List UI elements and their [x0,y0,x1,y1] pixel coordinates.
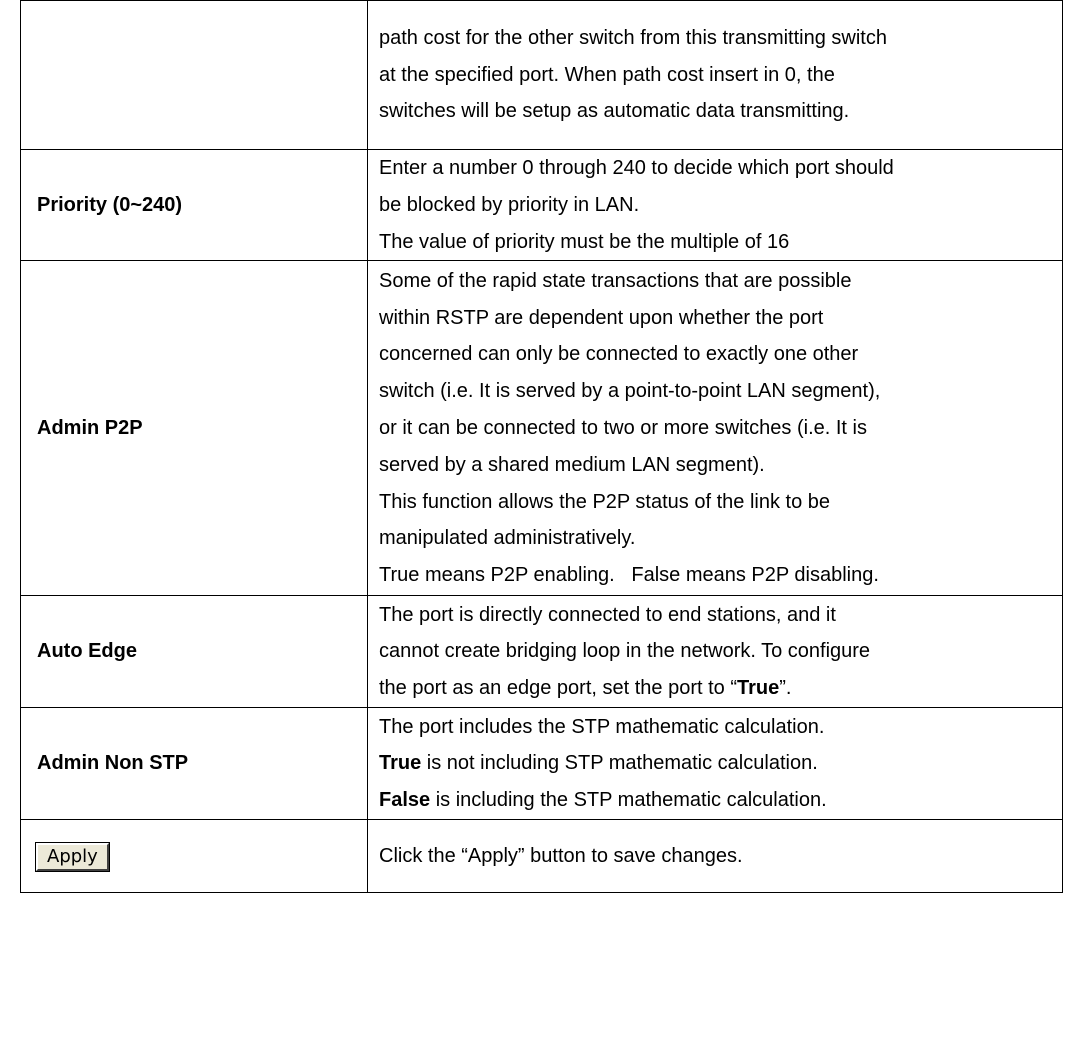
description-line: or it can be connected to two or more switches (i.e. It is [379,416,867,439]
description-line: The port is directly connected to end stations, and it [379,603,836,626]
description-line: Click the “Apply” button to save changes. [379,844,743,867]
description-line: path cost for the other switch from this transmitting switch [379,26,887,49]
row-description [368,261,1063,596]
description-line: concerned can only be connected to exactly one other [379,343,859,366]
row-description [368,150,1063,261]
description-line: The value of priority must be the multiple of 16 [379,230,790,253]
apply-button[interactable]: Apply [36,843,109,871]
description-line: served by a shared medium LAN segment). [379,453,765,476]
row-label: Auto Edge [21,596,368,708]
row-description [368,1,1063,150]
description-line [379,782,1058,819]
row-description [368,596,1063,708]
description-line [379,670,1058,707]
description-line [379,745,1058,782]
table-row [21,596,1063,708]
description-line: at the specified port. When path cost insert in 0, the [379,63,835,86]
table-row [21,708,1063,820]
false-value-text: False [379,789,431,812]
row-label [21,1,368,150]
row-description [368,820,1063,893]
description-text: ”. [779,677,792,700]
description-line: Some of the rapid state transactions that are possible [379,269,852,292]
row-label: Admin Non STP [21,708,368,820]
row-description [368,708,1063,820]
description-line: switches will be setup as automatic data transmitting. [379,100,850,123]
description-line: manipulated administratively. [379,527,636,550]
description-line: The port includes the STP mathematic calculation. [379,715,825,738]
description-line: This function allows the P2P status of the link to be [379,490,830,513]
table-row [21,1,1063,150]
true-value-text: True [379,752,422,775]
description-line: within RSTP are dependent upon whether the port [379,306,824,329]
description-text: is not including STP mathematic calculation. [421,752,818,775]
description-text: the port as an edge port, set the port to “ [379,677,737,700]
parameter-table [20,0,1063,893]
description-line: Enter a number 0 through 240 to decide which port should [379,157,894,179]
description-line: True means P2P enabling. False means P2P disabling. [379,564,879,587]
row-label [21,820,368,893]
table-row [21,150,1063,261]
row-label: Priority (0~240) [21,150,368,261]
description-line: be blocked by priority in LAN. [379,193,640,216]
row-label: Admin P2P [21,261,368,596]
description-line: switch (i.e. It is served by a point-to-point LAN segment), [379,380,881,403]
description-text: is including the STP mathematic calculation. [430,789,827,812]
true-value-text: True [737,677,780,700]
description-line: cannot create bridging loop in the network. To configure [379,640,871,663]
table-row [21,820,1063,893]
table-row [21,261,1063,596]
